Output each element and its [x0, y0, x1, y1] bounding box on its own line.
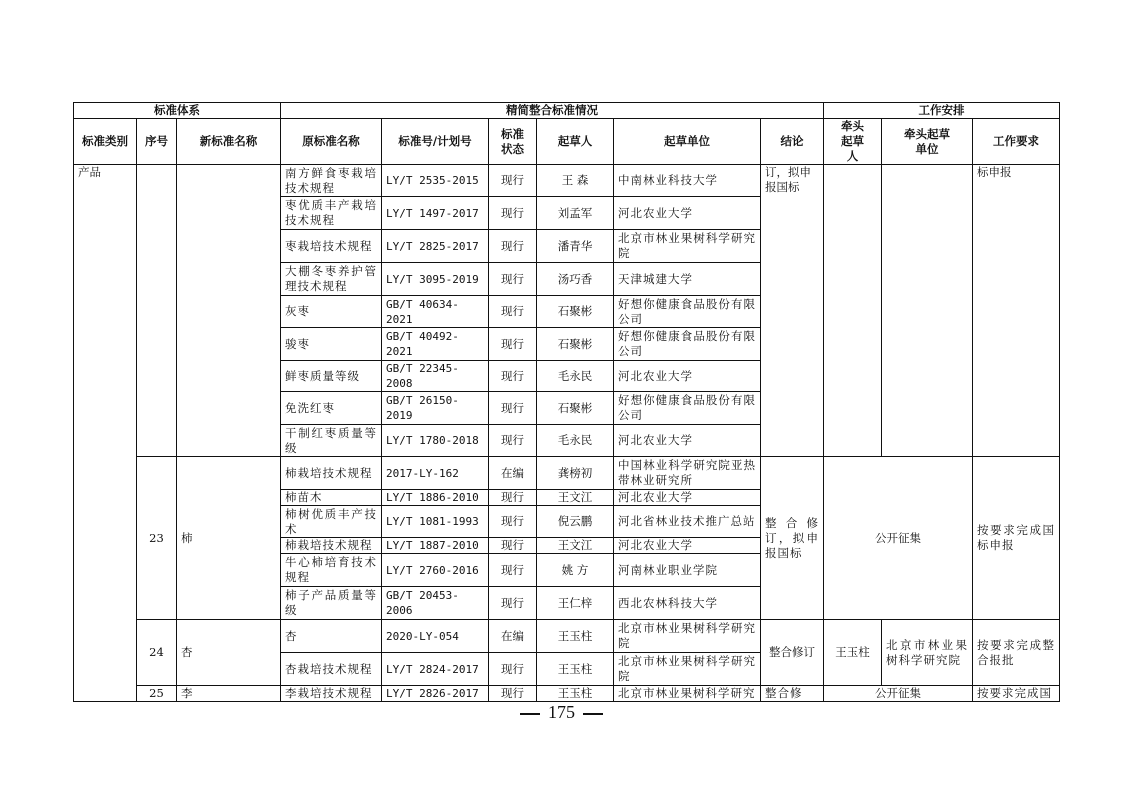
- orig-name-cell: 免洗红枣: [281, 392, 382, 425]
- status-cell: 现行: [489, 296, 537, 328]
- orig-name-cell: 灰枣: [281, 296, 382, 328]
- requirement-cell: 按要求完成国: [973, 686, 1060, 702]
- status-cell: 现行: [489, 653, 537, 686]
- std-no-cell: LY/T 1497-2017: [382, 197, 489, 230]
- draft-unit-cell: 北京市林业果树科学研究院: [614, 230, 761, 263]
- header-seq: 序号: [137, 119, 177, 165]
- draft-unit-cell: 河北农业大学: [614, 361, 761, 392]
- draft-unit-cell: 北京市林业果树科学研究院: [614, 653, 761, 686]
- header-new-name: 新标准名称: [177, 119, 281, 165]
- draft-unit-cell: 河北农业大学: [614, 197, 761, 230]
- drafter-cell: 王 森: [537, 165, 614, 197]
- drafter-cell: 石聚彬: [537, 328, 614, 361]
- draft-unit-cell: 西北农林科技大学: [614, 587, 761, 620]
- requirement-cell: 按要求完成整合报批: [973, 620, 1060, 686]
- orig-name-cell: 鲜枣质量等级: [281, 361, 382, 392]
- seq-cell: 25: [137, 686, 177, 702]
- seq-cell: [137, 165, 177, 457]
- conclusion-cell: 订，拟申报国标: [761, 165, 824, 457]
- lead-unit-cell: [882, 165, 973, 457]
- seq-cell: 24: [137, 620, 177, 686]
- lead-unit-cell: 北京市林业果树科学研究院: [882, 620, 973, 686]
- std-no-cell: LY/T 2535-2015: [382, 165, 489, 197]
- orig-name-cell: 柿栽培技术规程: [281, 538, 382, 554]
- std-no-cell: LY/T 1081-1993: [382, 506, 489, 538]
- lead-drafter-cell: [824, 165, 882, 457]
- status-cell: 现行: [489, 263, 537, 296]
- std-no-cell: LY/T 2824-2017: [382, 653, 489, 686]
- std-no-cell: LY/T 1780-2018: [382, 425, 489, 457]
- table-row: [74, 620, 1060, 653]
- new-name-cell: 杏: [177, 620, 281, 686]
- new-name-cell: [177, 165, 281, 457]
- orig-name-cell: 牛心柿培育技术规程: [281, 554, 382, 587]
- status-cell: 现行: [489, 554, 537, 587]
- status-cell: 现行: [489, 165, 537, 197]
- status-cell: 现行: [489, 392, 537, 425]
- drafter-cell: 姚 方: [537, 554, 614, 587]
- status-cell: 现行: [489, 538, 537, 554]
- requirement-cell: 按要求完成国标申报: [973, 457, 1060, 620]
- status-cell: 现行: [489, 328, 537, 361]
- left-dash: [520, 713, 540, 715]
- std-no-cell: GB/T 40492-2021: [382, 328, 489, 361]
- orig-name-cell: 大棚冬枣养护管理技术规程: [281, 263, 382, 296]
- orig-name-cell: 南方鲜食枣栽培技术规程: [281, 165, 382, 197]
- group-header-row: [74, 103, 1060, 119]
- std-no-cell: LY/T 2760-2016: [382, 554, 489, 587]
- orig-name-cell: 骏枣: [281, 328, 382, 361]
- status-cell: 在编: [489, 457, 537, 490]
- draft-unit-cell: 北京市林业果树科学研究: [614, 686, 761, 702]
- drafter-cell: 王玉柱: [537, 620, 614, 653]
- table-row: [74, 457, 1060, 490]
- status-cell: 现行: [489, 361, 537, 392]
- std-no-cell: 2017-LY-162: [382, 457, 489, 490]
- lead-cell: 公开征集: [824, 686, 973, 702]
- standards-table: [73, 102, 1060, 702]
- header-std-no: 标准号/计划号: [382, 119, 489, 165]
- drafter-cell: 龚榜初: [537, 457, 614, 490]
- std-no-cell: LY/T 3095-2019: [382, 263, 489, 296]
- orig-name-cell: 杏栽培技术规程: [281, 653, 382, 686]
- orig-name-cell: 枣栽培技术规程: [281, 230, 382, 263]
- header-conclusion: 结论: [761, 119, 824, 165]
- draft-unit-cell: 河北省林业技术推广总站: [614, 506, 761, 538]
- draft-unit-cell: 河北农业大学: [614, 490, 761, 506]
- conclusion-cell: 整合修: [761, 686, 824, 702]
- header-refine: 精简整合标准情况: [281, 103, 824, 119]
- std-no-cell: LY/T 1886-2010: [382, 490, 489, 506]
- new-name-cell: 李: [177, 686, 281, 702]
- header-work: 工作安排: [824, 103, 1060, 119]
- std-no-cell: GB/T 40634-2021: [382, 296, 489, 328]
- status-cell: 现行: [489, 506, 537, 538]
- draft-unit-cell: 好想你健康食品股份有限公司: [614, 296, 761, 328]
- draft-unit-cell: 中南林业科技大学: [614, 165, 761, 197]
- drafter-cell: 王文江: [537, 490, 614, 506]
- lead-drafter-cell: 王玉柱: [824, 620, 882, 686]
- drafter-cell: 刘孟军: [537, 197, 614, 230]
- status-cell: 现行: [489, 197, 537, 230]
- drafter-cell: 毛永民: [537, 361, 614, 392]
- page-number: [0, 702, 1123, 723]
- header-lead-drafter: 牵头起草人: [824, 119, 882, 165]
- seq-cell: 23: [137, 457, 177, 620]
- drafter-cell: 毛永民: [537, 425, 614, 457]
- requirement-cell: 标申报: [973, 165, 1060, 457]
- header-lead-unit: 牵头起草单位: [882, 119, 973, 165]
- drafter-cell: 王玉柱: [537, 653, 614, 686]
- std-no-cell: GB/T 22345-2008: [382, 361, 489, 392]
- header-category: 标准类别: [74, 119, 137, 165]
- orig-name-cell: 柿苗木: [281, 490, 382, 506]
- header-drafter: 起草人: [537, 119, 614, 165]
- new-name-cell: 柿: [177, 457, 281, 620]
- conclusion-cell: 整合修订: [761, 620, 824, 686]
- std-no-cell: LY/T 2825-2017: [382, 230, 489, 263]
- page-number-text: 175: [548, 702, 575, 722]
- conclusion-cell: 整合修订，拟申报国标: [761, 457, 824, 620]
- orig-name-cell: 柿栽培技术规程: [281, 457, 382, 490]
- draft-unit-cell: 北京市林业果树科学研究院: [614, 620, 761, 653]
- table-row: [74, 686, 1060, 702]
- status-cell: 现行: [489, 425, 537, 457]
- header-orig-name: 原标准名称: [281, 119, 382, 165]
- orig-name-cell: 李栽培技术规程: [281, 686, 382, 702]
- draft-unit-cell: 河南林业职业学院: [614, 554, 761, 587]
- column-header-row: [74, 119, 1060, 165]
- draft-unit-cell: 中国林业科学研究院亚热带林业研究所: [614, 457, 761, 490]
- drafter-cell: 石聚彬: [537, 296, 614, 328]
- orig-name-cell: 枣优质丰产栽培技术规程: [281, 197, 382, 230]
- status-cell: 在编: [489, 620, 537, 653]
- orig-name-cell: 干制红枣质量等级: [281, 425, 382, 457]
- right-dash: [583, 713, 603, 715]
- drafter-cell: 石聚彬: [537, 392, 614, 425]
- table-row: [74, 165, 1060, 197]
- draft-unit-cell: 河北农业大学: [614, 425, 761, 457]
- orig-name-cell: 柿子产品质量等级: [281, 587, 382, 620]
- std-no-cell: 2020-LY-054: [382, 620, 489, 653]
- status-cell: 现行: [489, 490, 537, 506]
- orig-name-cell: 杏: [281, 620, 382, 653]
- lead-cell: 公开征集: [824, 457, 973, 620]
- std-no-cell: GB/T 20453-2006: [382, 587, 489, 620]
- std-no-cell: GB/T 26150-2019: [382, 392, 489, 425]
- drafter-cell: 汤巧香: [537, 263, 614, 296]
- std-no-cell: LY/T 1887-2010: [382, 538, 489, 554]
- draft-unit-cell: 好想你健康食品股份有限公司: [614, 392, 761, 425]
- header-std-system: 标准体系: [74, 103, 281, 119]
- drafter-cell: 王玉柱: [537, 686, 614, 702]
- status-cell: 现行: [489, 587, 537, 620]
- drafter-cell: 王文江: [537, 538, 614, 554]
- drafter-cell: 潘青华: [537, 230, 614, 263]
- drafter-cell: 倪云鹏: [537, 506, 614, 538]
- header-status: 标准状态: [489, 119, 537, 165]
- drafter-cell: 王仁梓: [537, 587, 614, 620]
- header-draft-unit: 起草单位: [614, 119, 761, 165]
- draft-unit-cell: 好想你健康食品股份有限公司: [614, 328, 761, 361]
- status-cell: 现行: [489, 686, 537, 702]
- draft-unit-cell: 河北农业大学: [614, 538, 761, 554]
- orig-name-cell: 柿树优质丰产技术: [281, 506, 382, 538]
- std-no-cell: LY/T 2826-2017: [382, 686, 489, 702]
- draft-unit-cell: 天津城建大学: [614, 263, 761, 296]
- category-cell: 产品: [74, 165, 137, 702]
- status-cell: 现行: [489, 230, 537, 263]
- header-requirement: 工作要求: [973, 119, 1060, 165]
